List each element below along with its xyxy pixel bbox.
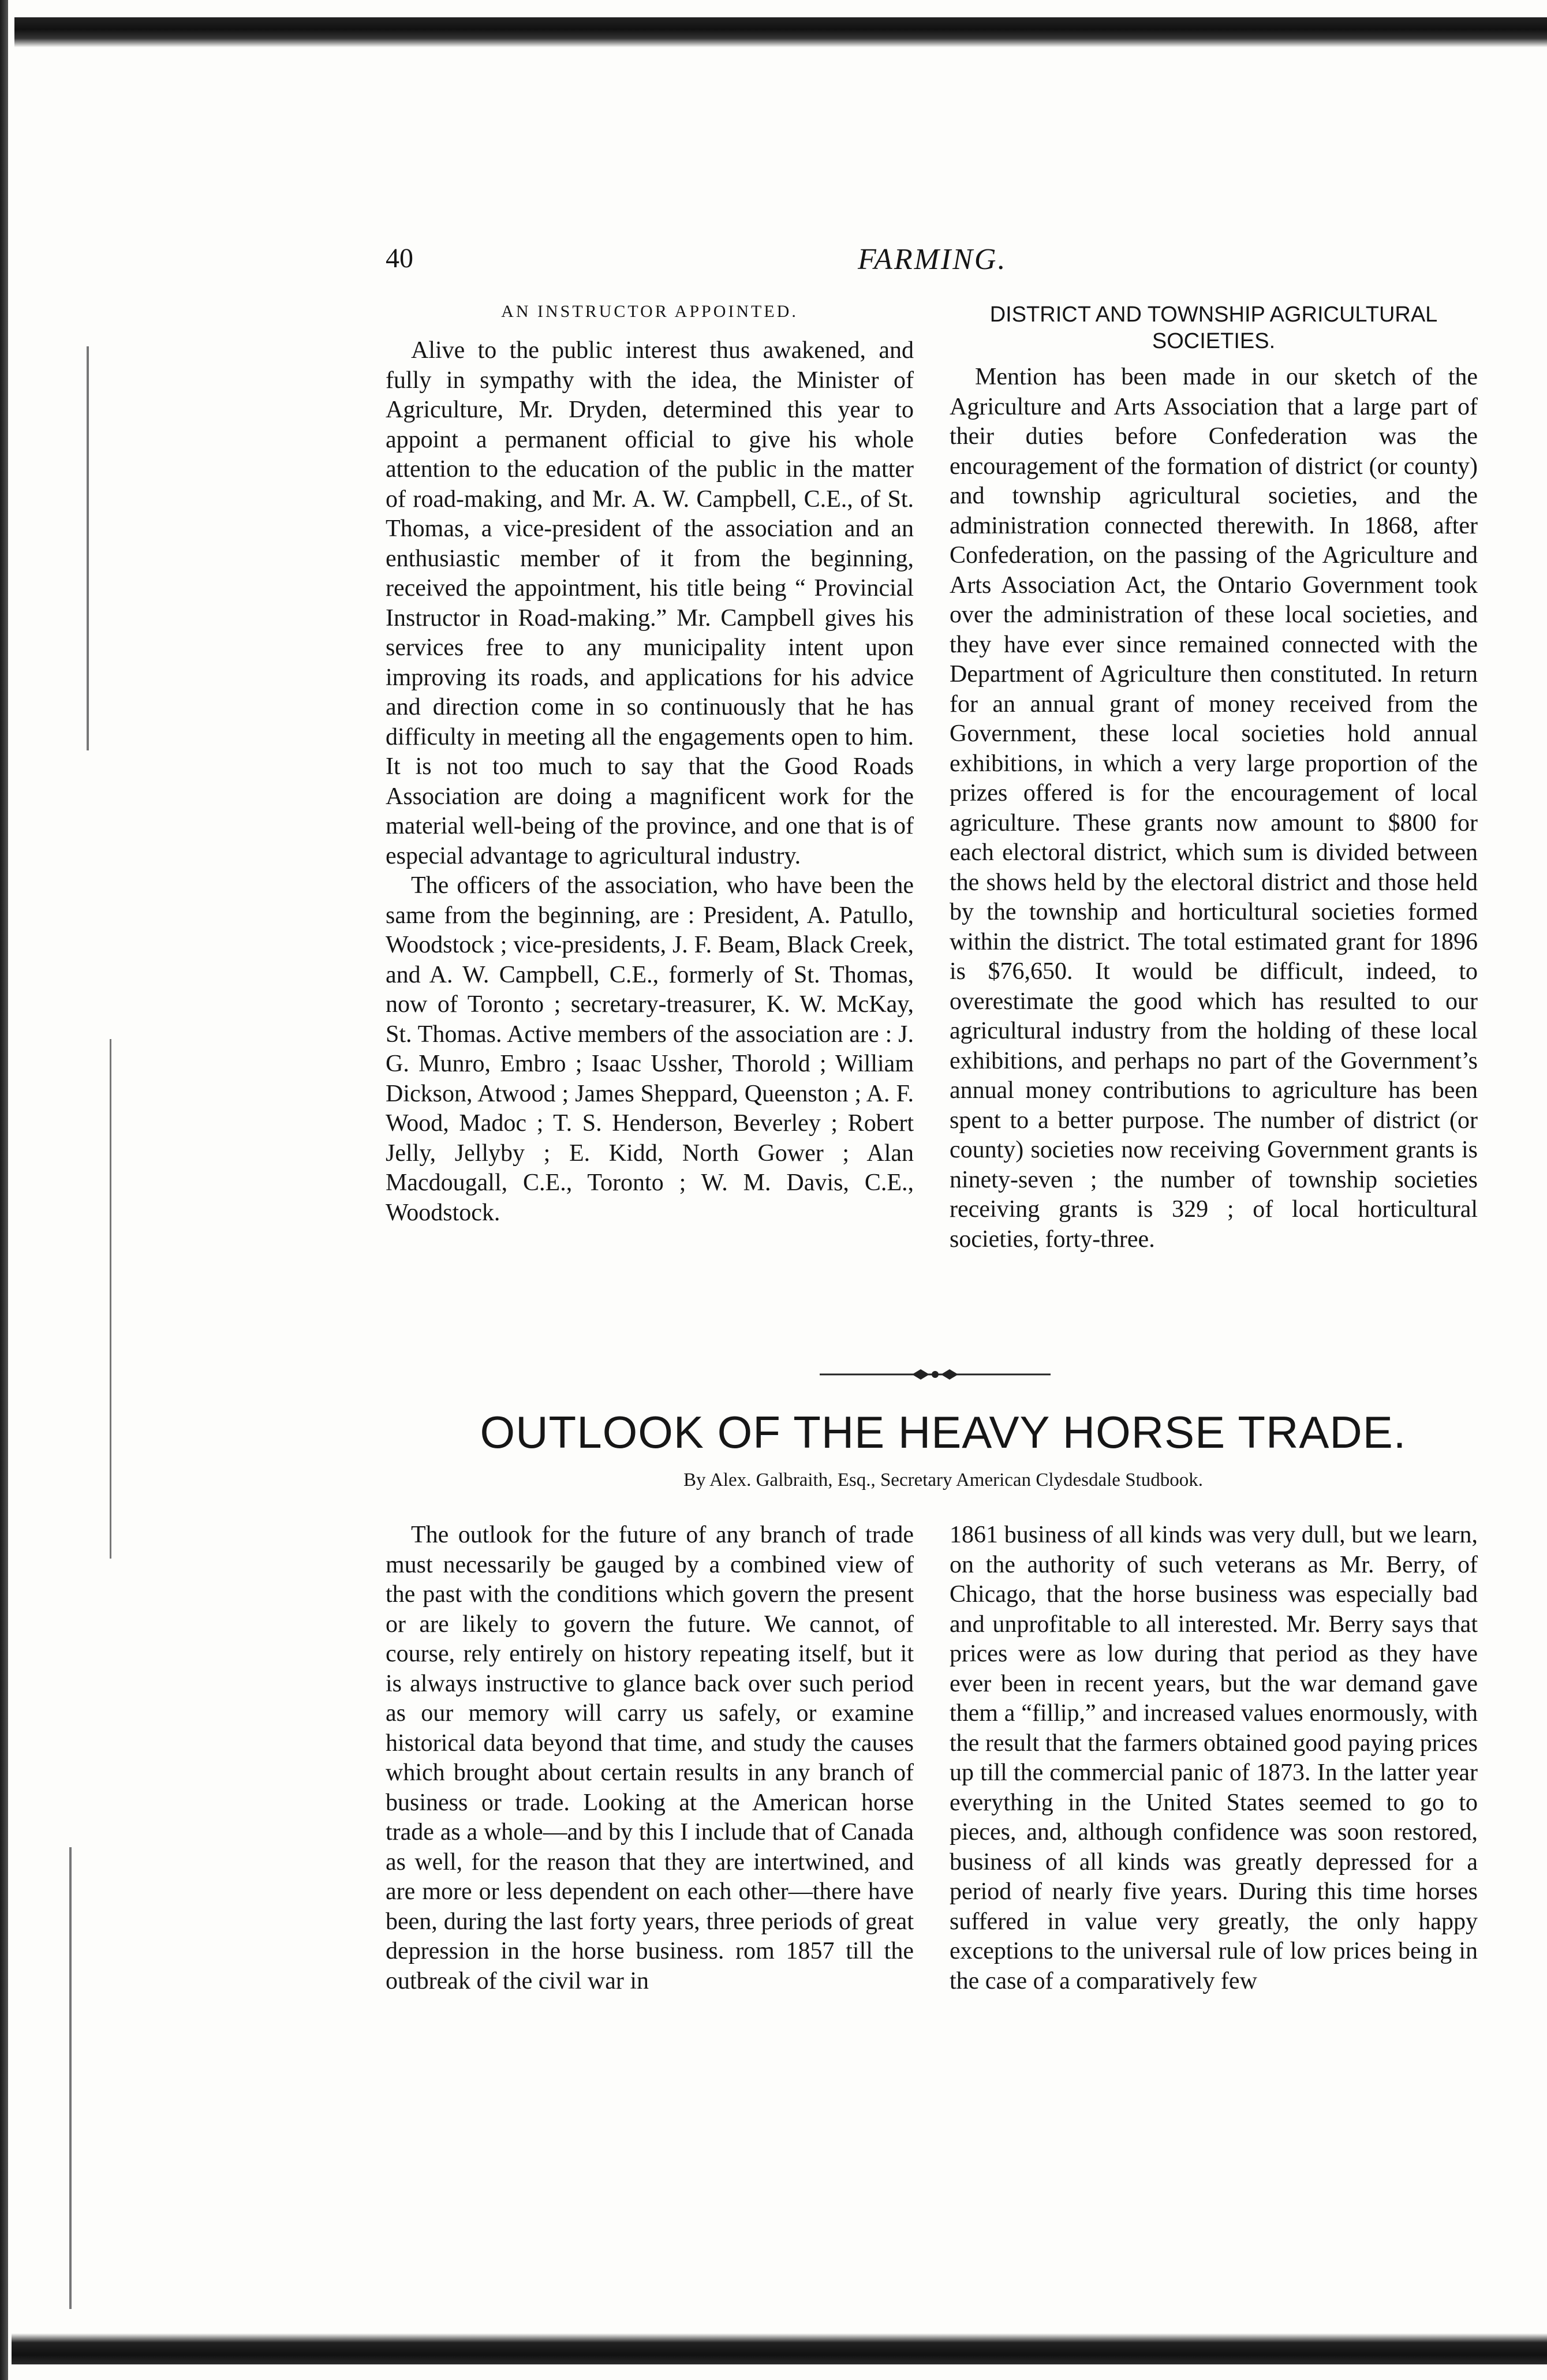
paragraph: The outlook for the future of any branch of trade must necessarily be gauged by a combined view of the past with the conditions which govern the present or are likely to govern the future. We cannot, of course, rely entirely on history repeating itself, but it is always instructive to glance back over such period as our memory will carry us safely, or examine historical data beyond that time, and study the causes which brought about certain results in any branch of business or trade. Looking at the American horse trade as a whole—and by this I include that of Canada as well, for the reason that they are intertwined, and are more or less dependent on each other—there have been, during the last forty years, three periods of great depression in the horse business. rom 1857 till the outbreak of the civil war in [386, 1522, 914, 1994]
article-byline: By Alex. Galbraith, Esq., Secretary American Clydesdale Studbook. [683, 1470, 1203, 1490]
article-column-right [950, 1520, 1478, 1996]
paragraph: The officers of the association, who have been the same from the beginning, are : President, A. Patullo, Woodstock ; vice-presidents, J. F. Beam, Black Creek, and A. W. Campbell, C.E., formerly of St. Thomas, now of Toronto ; secretary-treasurer, K. W. McKay, St. Thomas. Active members of the association are : J. G. Munro, Embro ; Isaac Ussher, Thorold ; William Dickson, Atwood ; James Sheppard, Queenston ; A. F. Wood, Madoc ; T. S. Henderson, Beverley ; Robert Jelly, Jellyby ; E. Kidd, North Gower ; Alan Macdougall, C.E., Toronto ; W. M. Davis, C.E., Woodstock. [386, 872, 914, 1226]
scan-gutter-mark [87, 346, 89, 750]
paragraph: Alive to the public interest thus awakened, and fully in sympathy with the idea, the Minister of Agriculture, Mr. Dryden, determined this year to appoint a permanent official to give his whole attention to the education of the public in the matter of road-making, and Mr. A. W. Campbell, C.E., of St. Thomas, a vice-president of the association and an enthusiastic member of it from the beginning, received the appointment, his title being “ Provincial Instructor in Road-making.” Mr. Campbell gives his services free to any municipality intent upon improving its roads, and applications for his advice and direction come in so continuously that he has difficulty in meeting all the engagements open to him. It is not too much to say that the Good Roads Association are doing a magnificent work for the material well-being of the province, and one that is of especial advantage to agricultural industry. [386, 337, 914, 869]
scan-left-edge [0, 0, 8, 2380]
section-heading: DISTRICT AND TOWNSHIP AGRICULTURAL SOCIETIES. [989, 302, 1438, 353]
article-title: OUTLOOK OF THE HEAVY HORSE TRADE. [480, 1407, 1407, 1458]
scan-gutter-mark [69, 1847, 72, 2309]
section-heading: AN INSTRUCTOR APPOINTED. [501, 302, 798, 321]
societies-section [950, 301, 1478, 1254]
journal-title: FARMING. [858, 243, 1007, 276]
running-head [386, 242, 1501, 289]
article-column-left [386, 1520, 914, 1996]
paragraph: 1861 business of all kinds was very dull, but we learn, on the authority of such veterans as Mr. Berry, of Chicago, that the horse business was especially bad and unprofitable to all interested. Mr. Berry says that prices were as low during that period as they have ever been in recent years, but the war demand gave them a “fillip,” and increased values enormously, with the result that the farmers obtained good paying prices up till the commercial panic of 1873. In the latter year everything in the United States seemed to go to pieces, and, although confidence was soon restored, business of all kinds was greatly depressed for a period of nearly five years. During this time horses suffered in value very greatly, the only happy exceptions to the universal rule of low prices being in the case of a comparatively few [950, 1522, 1478, 1994]
scan-gutter-mark [110, 1039, 111, 1559]
instructor-section [386, 300, 914, 1228]
page-number: 40 [386, 243, 413, 274]
paragraph: Mention has been made in our sketch of the Agriculture and Arts Association that a large part of their duties before Confederation was the encouragement of the formation of district (or county) and township agricultural societies, and the administration connected therewith. In 1868, after Confederation, on the passing of the Agriculture and Arts Association Act, the Ontario Government took over the administration of these local societies, and they have ever since remained connected with the Department of Agriculture then constituted. In return for an annual grant of money received from the Government, these local societies hold annual exhibitions, in which a very large proportion of the prizes offered is for the encouragement of local agriculture. These grants now amount to $800 for each electoral district, which sum is divided between the shows held by the electoral district and those held by the township and horticultural societies formed within the district. The total estimated grant for 1896 is $76,650. It would be difficult, indeed, to overestimate the good which has resulted to our agricultural industry from the holding of these local exhibitions, and perhaps no part of the Government’s annual money contributions to agriculture has been spent to a better purpose. The number of district (or county) societies now receiving Government grants is ninety-seven ; the number of township societies receiving grants is 329 ; of local horticultural societies, forty-three. [950, 364, 1478, 1253]
scan-bottom-edge [12, 2333, 1547, 2364]
scan-top-edge [14, 17, 1547, 47]
ornamental-divider [820, 1366, 1051, 1383]
